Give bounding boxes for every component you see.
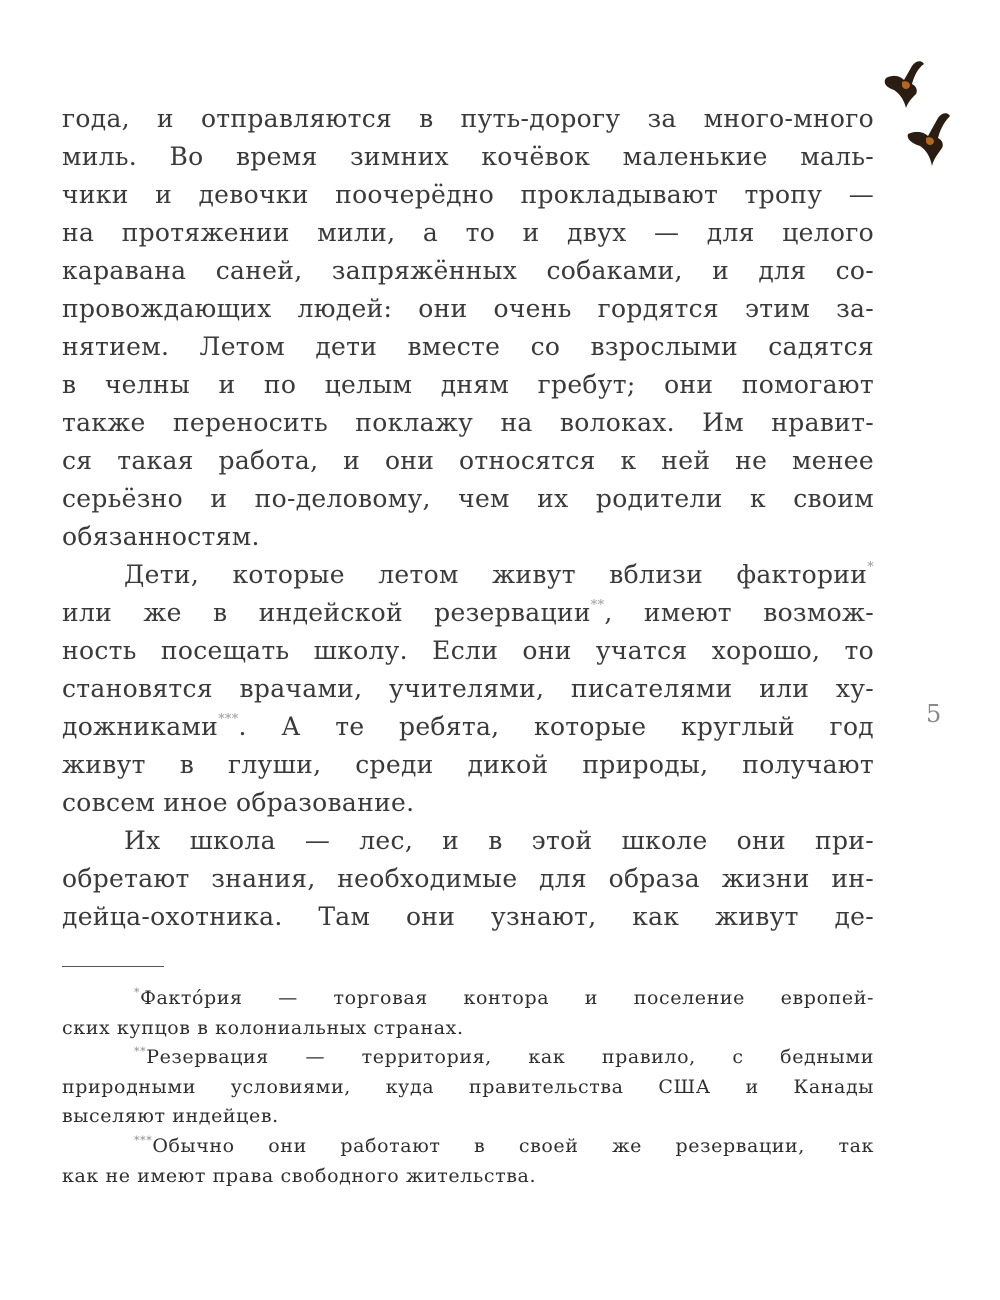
text-line: дейца-охотника. Там они узнают, как живут де-: [62, 902, 874, 931]
text-line: провождающих людей: они очень гордятся этим за-: [62, 294, 874, 323]
text-line: чики и девочки поочерёдно прокладывают тропу —: [62, 180, 874, 209]
text-line: в челны и по целым дням гребут; они помогают: [62, 370, 874, 399]
footnote-mark: **: [134, 1045, 147, 1059]
text-line: обязанностям.: [62, 522, 260, 551]
text-line: живут в глуши, среди дикой природы, получают: [62, 750, 874, 779]
footnote-ref: ***: [218, 712, 239, 727]
bird-icon: [885, 61, 924, 108]
footnote-line: ***Обычно они работают в своей же резервации, так: [134, 1133, 874, 1157]
text-line: ся такая работа, и они относятся к ней не менее: [62, 446, 874, 475]
text-line: года, и отправляются в путь-дорогу за много-много: [62, 104, 874, 133]
text-line: на протяжении мили, а то и двух — для целого: [62, 218, 874, 247]
footnote-divider: [62, 966, 164, 967]
text-line: обретают знания, необходимые для образа жизни ин-: [62, 864, 874, 893]
text-line: нятием. Летом дети вместе со взрослыми садятся: [62, 332, 874, 361]
text-line: Их школа — лес, и в этой школе они при-: [124, 826, 874, 855]
footnote-line: **Резервация — территория, как правило, с бедными: [134, 1045, 874, 1069]
footnote-ref: **: [590, 598, 605, 613]
text-line: серьёзно и по-деловому, чем их родители к своим: [62, 484, 874, 513]
flying-birds-icon: [872, 56, 962, 176]
footnote-line: ских купцов в колониальных странах.: [62, 1016, 464, 1039]
footnote-mark: *: [134, 986, 141, 999]
text-line: становятся врачами, учителями, писателями или ху-: [62, 674, 874, 703]
footnote-line: *Факто́рия — торговая контора и поселение европей-: [134, 986, 874, 1009]
text-line: каравана саней, запряжённых собаками, и для со-: [62, 256, 874, 285]
footnote-mark: ***: [134, 1133, 153, 1147]
footnote-line: природными условиями, куда правительства США и Канады: [62, 1075, 874, 1098]
footnote-line: как не имеют права свободного жительства.: [62, 1164, 537, 1187]
footnote-line: выселяют индейцев.: [62, 1105, 279, 1128]
footnote-ref: *: [867, 560, 874, 575]
text-line: ность посещать школу. Если они учатся хорошо, то: [62, 636, 874, 665]
text-line: Дети, которые летом живут вблизи фактории*: [124, 560, 874, 589]
text-line: дожниками***. А те ребята, которые круглый год: [62, 712, 874, 741]
bird-icon: [908, 113, 950, 166]
text-line: миль. Во время зимних кочёвок маленькие маль-: [62, 142, 874, 171]
text-line: совсем иное образование.: [62, 788, 415, 817]
text-line: или же в индейской резервации**, имеют возмож-: [62, 598, 874, 627]
main-text: [62, 100, 874, 936]
text-line: также переносить поклажу на волоках. Им нравит-: [62, 408, 874, 437]
page-number: 5: [926, 700, 942, 728]
footnotes: [62, 984, 874, 1191]
